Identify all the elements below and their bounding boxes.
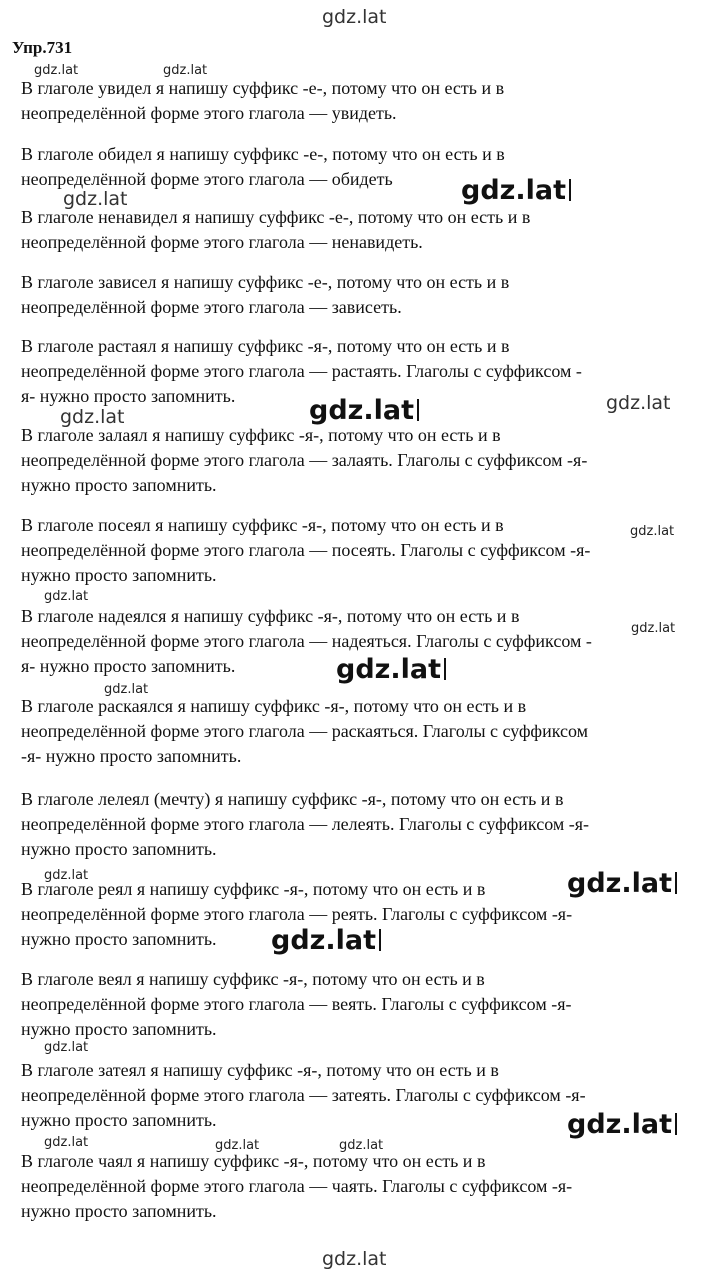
- paragraph-line: нужно просто запомнить.: [21, 565, 217, 585]
- watermark-large: gdz.lat: [461, 177, 571, 204]
- paragraph-line: неопределённой форме этого глагола — затеять. Глаголы с суффиксом -я-: [21, 1085, 586, 1105]
- footer-watermark: gdz.lat: [322, 1248, 387, 1270]
- watermark: gdz.lat: [606, 392, 671, 414]
- paragraph-line: неопределённой форме этого глагола — растаять. Глаголы с суффиксом -: [21, 361, 582, 381]
- exercise-title: Упр.731: [12, 38, 73, 57]
- watermark: gdz.lat: [60, 406, 125, 428]
- paragraph-line: неопределённой форме этого глагола — ненавидеть.: [21, 232, 423, 252]
- paragraph-line: В глаголе посеял я напишу суффикс -я-, потому что он есть и в: [21, 515, 504, 535]
- paragraph-line: В глаголе веял я напишу суффикс -я-, потому что он есть и в: [21, 969, 485, 989]
- paragraph-line: В глаголе лелеял (мечту) я напишу суффикс -я-, потому что он есть и в: [21, 789, 564, 809]
- paragraph-line: неопределённой форме этого глагола — залаять. Глаголы с суффиксом -я-: [21, 450, 588, 470]
- paragraph-line: нужно просто запомнить.: [21, 1019, 217, 1039]
- paragraph-line: В глаголе ненавидел я напишу суффикс -е-, потому что он есть и в: [21, 207, 531, 227]
- paragraph-line: В глаголе раскаялся я напишу суффикс -я-, потому что он есть и в: [21, 696, 527, 716]
- paragraph: [21, 205, 701, 255]
- paragraph-line: В глаголе растаял я напишу суффикс -я-, потому что он есть и в: [21, 336, 510, 356]
- watermark: gdz.lat: [34, 63, 79, 78]
- paragraph-line: нужно просто запомнить.: [21, 475, 217, 495]
- paragraph-line: В глаголе увидел я напишу суффикс -е-, потому что он есть и в: [21, 78, 505, 98]
- watermark: gdz.lat: [44, 589, 89, 604]
- watermark: gdz.lat: [630, 524, 675, 539]
- watermark: gdz.lat: [63, 188, 128, 210]
- watermark: gdz.lat: [163, 63, 208, 78]
- paragraph-line: нужно просто запомнить.: [21, 1201, 217, 1221]
- watermark: gdz.lat: [44, 1040, 89, 1055]
- paragraph: [21, 1149, 701, 1224]
- watermark: gdz.lat: [44, 868, 89, 883]
- paragraph-line: неопределённой форме этого глагола — раскаяться. Глаголы с суффиксом: [21, 721, 589, 741]
- paragraph: [21, 787, 701, 862]
- paragraph: [21, 694, 701, 769]
- paragraph: [21, 270, 701, 320]
- paragraph: [21, 513, 701, 588]
- watermark-large: gdz.lat: [336, 656, 446, 683]
- paragraph-line: В глаголе чаял я напишу суффикс -я-, потому что он есть и в: [21, 1151, 486, 1171]
- watermark: gdz.lat: [104, 682, 149, 697]
- paragraph-line: неопределённой форме этого глагола — зависеть.: [21, 297, 402, 317]
- watermark-large: gdz.lat: [309, 397, 419, 424]
- paragraph-line: неопределённой форме этого глагола — посеять. Глаголы с суффиксом -я-: [21, 540, 591, 560]
- page-header: [0, 0, 720, 34]
- paragraph: [21, 142, 701, 192]
- paragraph-line: неопределённой форме этого глагола — увидеть.: [21, 103, 397, 123]
- paragraph-line: В глаголе реял я напишу суффикс -я-, потому что он есть и в: [21, 879, 486, 899]
- header-watermark: gdz.lat: [322, 6, 387, 28]
- paragraph-line: неопределённой форме этого глагола — лелеять. Глаголы с суффиксом -я-: [21, 814, 590, 834]
- paragraph: [21, 76, 701, 126]
- paragraph-line: В глаголе затеял я напишу суффикс -я-, потому что он есть и в: [21, 1060, 499, 1080]
- paragraph-line: я- нужно просто запомнить.: [21, 656, 236, 676]
- paragraph-line: нужно просто запомнить.: [21, 929, 217, 949]
- paragraph-line: неопределённой форме этого глагола — чаять. Глаголы с суффиксом -я-: [21, 1176, 573, 1196]
- watermark: gdz.lat: [339, 1138, 384, 1153]
- paragraph-line: неопределённой форме этого глагола — надеяться. Глаголы с суффиксом -: [21, 631, 592, 651]
- paragraph-line: -я- нужно просто запомнить.: [21, 746, 242, 766]
- paragraph-line: неопределённой форме этого глагола — обидеть: [21, 169, 393, 189]
- paragraph-line: неопределённой форме этого глагола — реять. Глаголы с суффиксом -я-: [21, 904, 573, 924]
- watermark-large: gdz.lat: [567, 870, 677, 897]
- watermark-large: gdz.lat: [567, 1111, 677, 1138]
- watermark: gdz.lat: [631, 621, 676, 636]
- paragraph-line: В глаголе зависел я напишу суффикс -е-, потому что он есть и в: [21, 272, 510, 292]
- watermark: gdz.lat: [44, 1135, 89, 1150]
- watermark-large: gdz.lat: [271, 927, 381, 954]
- paragraph-line: В глаголе обидел я напишу суффикс -е-, потому что он есть и в: [21, 144, 505, 164]
- paragraph-line: я- нужно просто запомнить.: [21, 386, 236, 406]
- paragraph-line: нужно просто запомнить.: [21, 1110, 217, 1130]
- paragraph-line: В глаголе залаял я напишу суффикс -я-, потому что он есть и в: [21, 425, 501, 445]
- paragraph-line: В глаголе надеялся я напишу суффикс -я-, потому что он есть и в: [21, 606, 520, 626]
- paragraph-line: нужно просто запомнить.: [21, 839, 217, 859]
- paragraph: [21, 423, 701, 498]
- paragraph: [21, 967, 701, 1042]
- watermark: gdz.lat: [215, 1138, 260, 1153]
- paragraph-line: неопределённой форме этого глагола — веять. Глаголы с суффиксом -я-: [21, 994, 572, 1014]
